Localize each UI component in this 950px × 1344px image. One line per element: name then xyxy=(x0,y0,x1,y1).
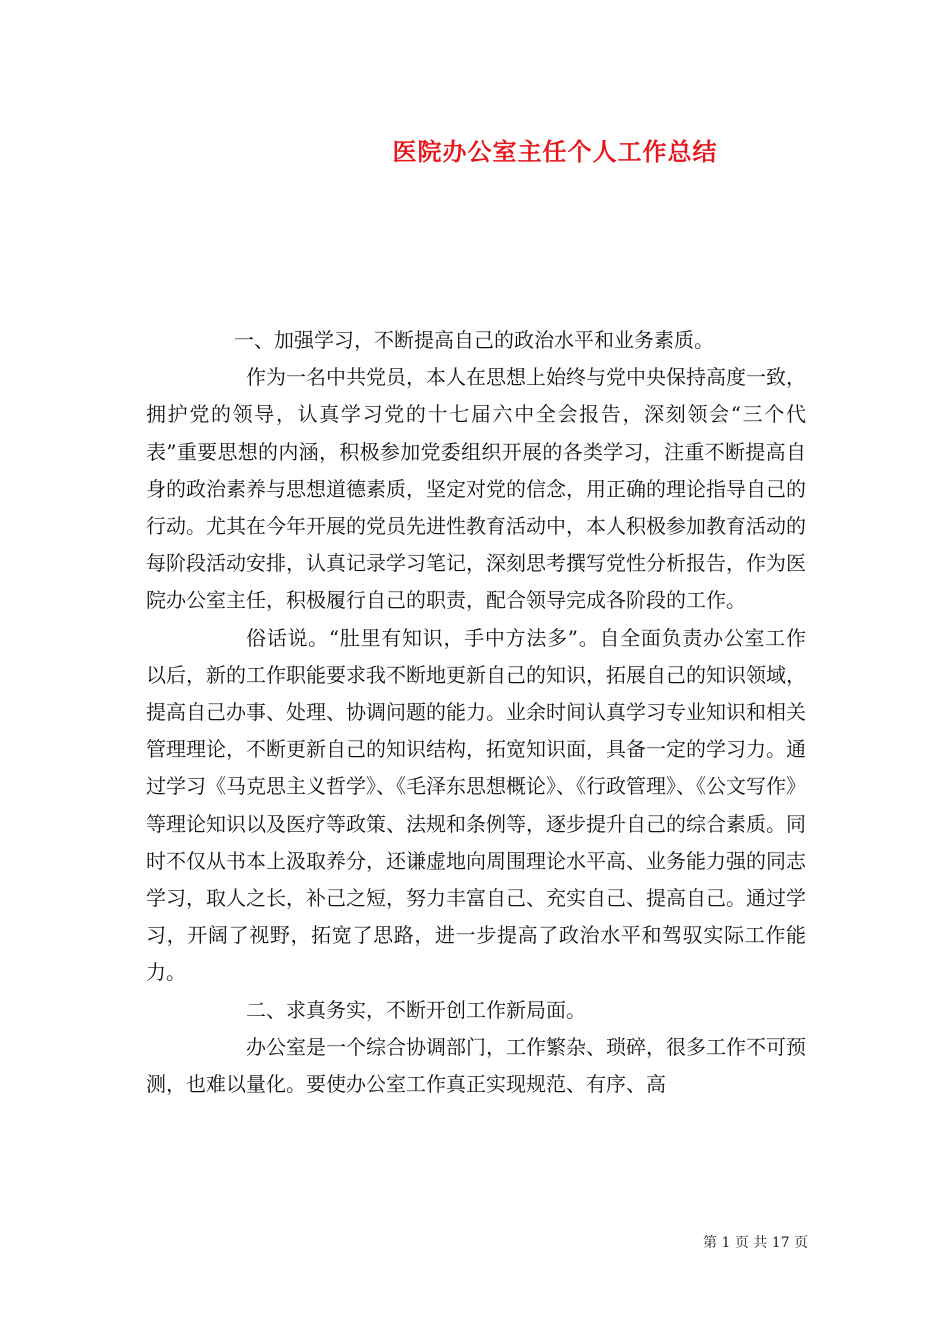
section-heading-2: 二、求真务实，不断开创工作新局面。 xyxy=(246,997,586,1022)
paragraph: 办公室是一个综合协调部门，工作繁杂、琐碎，很多工作不可预测，也难以量化。要使办公室工作真正实现规范、有序、高 xyxy=(146,1034,806,1097)
paragraph: 俗话说。“肚里有知识，手中方法多”。自全面负责办公室工作以后，新的工作职能要求我不断地更新自己的知识，拓展自己的知识领域，提高自己办事、处理、协调问题的能力。业余时间认真学习专业知识和相关管理理论，不断更新自己的知识结构，拓宽知识面，具备一定的学习力。通过学习《马克思主义哲学》、《毛泽东思想概论》、《行政管理》、《公文写作》等理论知识以及医疗等政策、法规和条例等，逐步提升自己的综合素质。同时不仅从书本上汲取养分，还谦虚地向周围理论水平高、业务能力强的同志学习，取人之长，补己之短，努力丰富自己、充实自己、提高自己。通过学习，开阔了视野，拓宽了思路，进一步提高了政治水平和驾驭实际工作能力。 xyxy=(146,625,806,985)
paragraph: 作为一名中共党员，本人在思想上始终与党中央保持高度一致，拥护党的领导，认真学习党的十七届六中全会报告，深刻领会“三个代表”重要思想的内涵，积极参加党委组织开展的各类学习，注重不断提高自身的政治素养与思想道德素质，坚定对党的信念，用正确的理论指导自己的行动。尤其在今年开展的党员先进性教育活动中，本人积极参加教育活动的每阶段活动安排，认真记录学习笔记，深刻思考撰写党性分析报告，作为医院办公室主任，积极履行自己的职责，配合领导完成各阶段的工作。 xyxy=(146,365,806,613)
page-number-footer: 第 1 页 共 17 页 xyxy=(703,1235,808,1251)
section-heading-1: 一、加强学习，不断提高自己的政治水平和业务素质。 xyxy=(234,328,714,352)
document-title: 医院办公室主任个人工作总结 xyxy=(392,137,718,166)
document-body xyxy=(146,322,806,1103)
